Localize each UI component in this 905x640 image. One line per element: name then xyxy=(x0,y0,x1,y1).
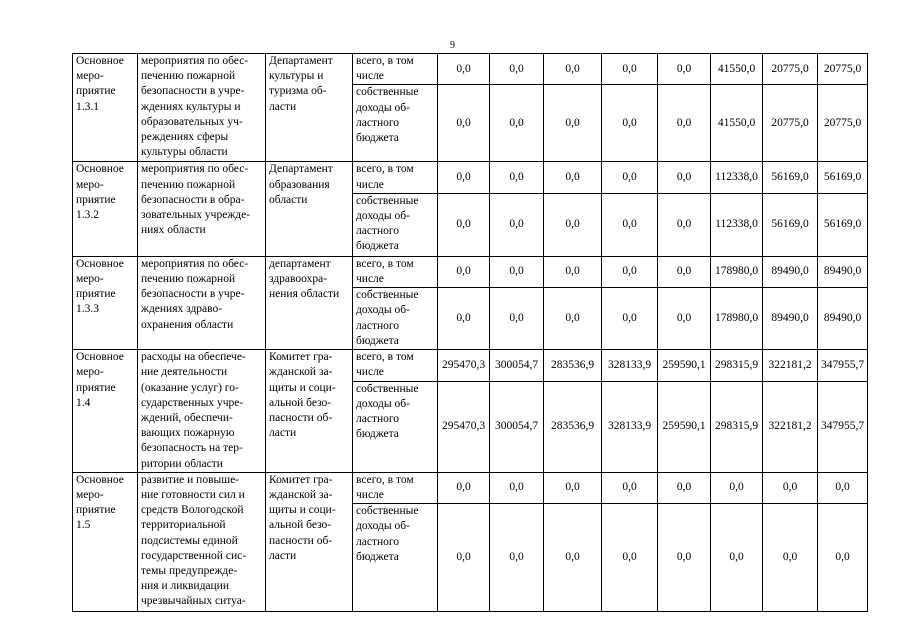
amount-cell: 41550,0 xyxy=(711,85,763,162)
funding-source-text: собственные доходы об- ластного бюджета xyxy=(356,505,419,563)
funding-source-text: собственные доходы об- ластного бюджета xyxy=(356,86,419,145)
description-cell-text: развитие и повыше- ние готовности сил и средств Вологодской территориальной подсистемы единой государственной сис- темы предупрежде- ния и ликвидации чрезвычайных ситуа- xyxy=(141,473,247,608)
description-cell xyxy=(138,54,266,162)
executor-cell xyxy=(266,162,353,256)
measure-cell xyxy=(73,472,138,611)
executor-cell xyxy=(266,54,353,162)
amount-cell: 0,0 xyxy=(438,54,490,85)
amount-cell: 0,0 xyxy=(490,504,544,612)
amount-cell: 295470,3 xyxy=(438,381,490,472)
amount-cell: 0,0 xyxy=(490,162,544,193)
amount-cell: 0,0 xyxy=(544,193,602,256)
amount-cell: 0,0 xyxy=(602,193,658,256)
funding-source-text: всего, в том числе xyxy=(356,163,414,191)
description-cell-text: мероприятия по обес- печению пожарной безопасности в обра- зовательных учрежде- ниях области xyxy=(141,163,251,237)
amount-cell: 0,0 xyxy=(602,504,658,612)
funding-source-text: собственные доходы об- ластного бюджета xyxy=(356,289,419,347)
measure-cell-text: Основное меро- приятие 1.3.1 xyxy=(76,55,124,113)
description-cell xyxy=(138,350,266,473)
amount-cell: 0,0 xyxy=(658,256,711,287)
budget-table xyxy=(72,53,868,612)
amount-cell: 0,0 xyxy=(602,472,658,503)
amount-cell: 0,0 xyxy=(490,54,544,85)
amount-cell: 0,0 xyxy=(658,193,711,256)
amount-cell: 89490,0 xyxy=(763,288,818,350)
measure-cell xyxy=(73,54,138,162)
amount-cell: 322181,2 xyxy=(763,381,818,472)
amount-cell: 41550,0 xyxy=(711,54,763,85)
executor-cell-text: Комитет гра- жданской за- щиты и соци- альной безо- пасности об- ласти xyxy=(269,351,336,440)
table-row xyxy=(73,54,868,85)
amount-cell: 0,0 xyxy=(438,193,490,256)
amount-cell: 0,0 xyxy=(711,472,763,503)
amount-cell: 347955,7 xyxy=(818,381,868,472)
description-cell xyxy=(138,256,266,349)
measure-cell-text: Основное меро- приятие 1.4 xyxy=(76,351,124,409)
funding-source-cell xyxy=(353,85,438,162)
amount-cell: 0,0 xyxy=(818,504,868,612)
amount-cell: 298315,9 xyxy=(711,381,763,472)
amount-cell: 89490,0 xyxy=(818,256,868,287)
funding-source-cell xyxy=(353,162,438,193)
table-row xyxy=(73,350,868,381)
amount-cell: 178980,0 xyxy=(711,256,763,287)
amount-cell: 178980,0 xyxy=(711,288,763,350)
amount-cell: 56169,0 xyxy=(818,162,868,193)
description-cell xyxy=(138,162,266,256)
executor-cell-text: Департамент культуры и туризма об- ласти xyxy=(269,55,333,113)
page-number: 9 xyxy=(450,40,455,51)
measure-cell xyxy=(73,256,138,349)
amount-cell: 112338,0 xyxy=(711,162,763,193)
amount-cell: 0,0 xyxy=(438,288,490,350)
amount-cell: 328133,9 xyxy=(602,350,658,381)
executor-cell-text: Комитет гра- жданской за- щиты и соци- альной безо- пасности об- ласти xyxy=(269,473,336,562)
amount-cell: 112338,0 xyxy=(711,193,763,256)
table-row xyxy=(73,162,868,193)
amount-cell: 0,0 xyxy=(544,162,602,193)
amount-cell: 89490,0 xyxy=(818,288,868,350)
amount-cell: 20775,0 xyxy=(818,85,868,162)
amount-cell: 0,0 xyxy=(658,54,711,85)
amount-cell: 56169,0 xyxy=(763,193,818,256)
amount-cell: 259590,1 xyxy=(658,381,711,472)
amount-cell: 0,0 xyxy=(544,472,602,503)
amount-cell: 0,0 xyxy=(602,256,658,287)
measure-cell xyxy=(73,162,138,256)
measure-cell-text: Основное меро- приятие 1.5 xyxy=(76,473,124,532)
amount-cell: 0,0 xyxy=(763,504,818,612)
amount-cell: 89490,0 xyxy=(763,256,818,287)
amount-cell: 56169,0 xyxy=(763,162,818,193)
amount-cell: 20775,0 xyxy=(763,85,818,162)
executor-cell-text: Департамент образования области xyxy=(269,163,333,206)
amount-cell: 0,0 xyxy=(544,54,602,85)
measure-cell-text: Основное меро- приятие 1.3.3 xyxy=(76,257,124,316)
amount-cell: 0,0 xyxy=(438,162,490,193)
funding-source-cell xyxy=(353,472,438,503)
amount-cell: 0,0 xyxy=(602,162,658,193)
funding-source-text: всего, в том числе xyxy=(356,473,414,502)
amount-cell: 0,0 xyxy=(602,54,658,85)
amount-cell: 259590,1 xyxy=(658,350,711,381)
amount-cell: 0,0 xyxy=(490,256,544,287)
funding-source-text: всего, в том числе xyxy=(356,55,414,83)
amount-cell: 0,0 xyxy=(438,504,490,612)
amount-cell: 0,0 xyxy=(711,504,763,612)
funding-source-cell xyxy=(353,350,438,381)
table-row xyxy=(73,256,868,287)
amount-cell: 0,0 xyxy=(490,85,544,162)
amount-cell: 20775,0 xyxy=(818,54,868,85)
amount-cell: 0,0 xyxy=(438,256,490,287)
description-cell-text: расходы на обеспече- ние деятельности (оказание услуг) го- сударственных учре- ждений, обеспечи- вающих пожарную безопасность на тер- ритории области xyxy=(141,351,246,470)
amount-cell: 0,0 xyxy=(658,504,711,612)
amount-cell: 0,0 xyxy=(658,85,711,162)
amount-cell: 298315,9 xyxy=(711,350,763,381)
amount-cell: 0,0 xyxy=(490,288,544,350)
amount-cell: 0,0 xyxy=(438,472,490,503)
amount-cell: 0,0 xyxy=(490,193,544,256)
funding-source-text: собственные доходы об- ластного бюджета xyxy=(356,382,419,441)
funding-source-cell xyxy=(353,504,438,612)
amount-cell: 322181,2 xyxy=(763,350,818,381)
amount-cell: 283536,9 xyxy=(544,350,602,381)
funding-source-cell xyxy=(353,193,438,256)
amount-cell: 295470,3 xyxy=(438,350,490,381)
amount-cell: 0,0 xyxy=(544,85,602,162)
description-cell-text: мероприятия по обес- печению пожарной безопасности в учре- ждениях культуры и образовательных уч- реждениях сферы культуры области xyxy=(141,55,249,159)
measure-cell-text: Основное меро- приятие 1.3.2 xyxy=(76,163,124,222)
amount-cell: 300054,7 xyxy=(490,350,544,381)
description-cell-text: мероприятия по обес- печению пожарной безопасности в учре- ждениях здраво- охранения области xyxy=(141,257,249,331)
measure-cell xyxy=(73,350,138,473)
executor-cell xyxy=(266,256,353,349)
amount-cell: 0,0 xyxy=(544,288,602,350)
funding-source-text: всего, в том числе xyxy=(356,257,414,286)
description-cell xyxy=(138,472,266,611)
amount-cell: 0,0 xyxy=(438,85,490,162)
amount-cell: 0,0 xyxy=(658,288,711,350)
executor-cell xyxy=(266,472,353,611)
funding-source-cell xyxy=(353,288,438,350)
amount-cell: 20775,0 xyxy=(763,54,818,85)
amount-cell: 347955,7 xyxy=(818,350,868,381)
funding-source-text: собственные доходы об- ластного бюджета xyxy=(356,194,419,253)
funding-source-cell xyxy=(353,54,438,85)
amount-cell: 0,0 xyxy=(658,472,711,503)
table-row xyxy=(73,472,868,503)
amount-cell: 328133,9 xyxy=(602,381,658,472)
funding-source-text: всего, в том числе xyxy=(356,351,414,379)
amount-cell: 0,0 xyxy=(602,288,658,350)
amount-cell: 0,0 xyxy=(544,504,602,612)
amount-cell: 300054,7 xyxy=(490,381,544,472)
funding-source-cell xyxy=(353,256,438,287)
amount-cell: 283536,9 xyxy=(544,381,602,472)
amount-cell: 0,0 xyxy=(544,256,602,287)
amount-cell: 0,0 xyxy=(490,472,544,503)
amount-cell: 0,0 xyxy=(818,472,868,503)
amount-cell: 0,0 xyxy=(658,162,711,193)
amount-cell: 0,0 xyxy=(763,472,818,503)
amount-cell: 0,0 xyxy=(602,85,658,162)
amount-cell: 56169,0 xyxy=(818,193,868,256)
executor-cell xyxy=(266,350,353,473)
executor-cell-text: департамент здравоохра- нения области xyxy=(269,257,340,301)
funding-source-cell xyxy=(353,381,438,472)
